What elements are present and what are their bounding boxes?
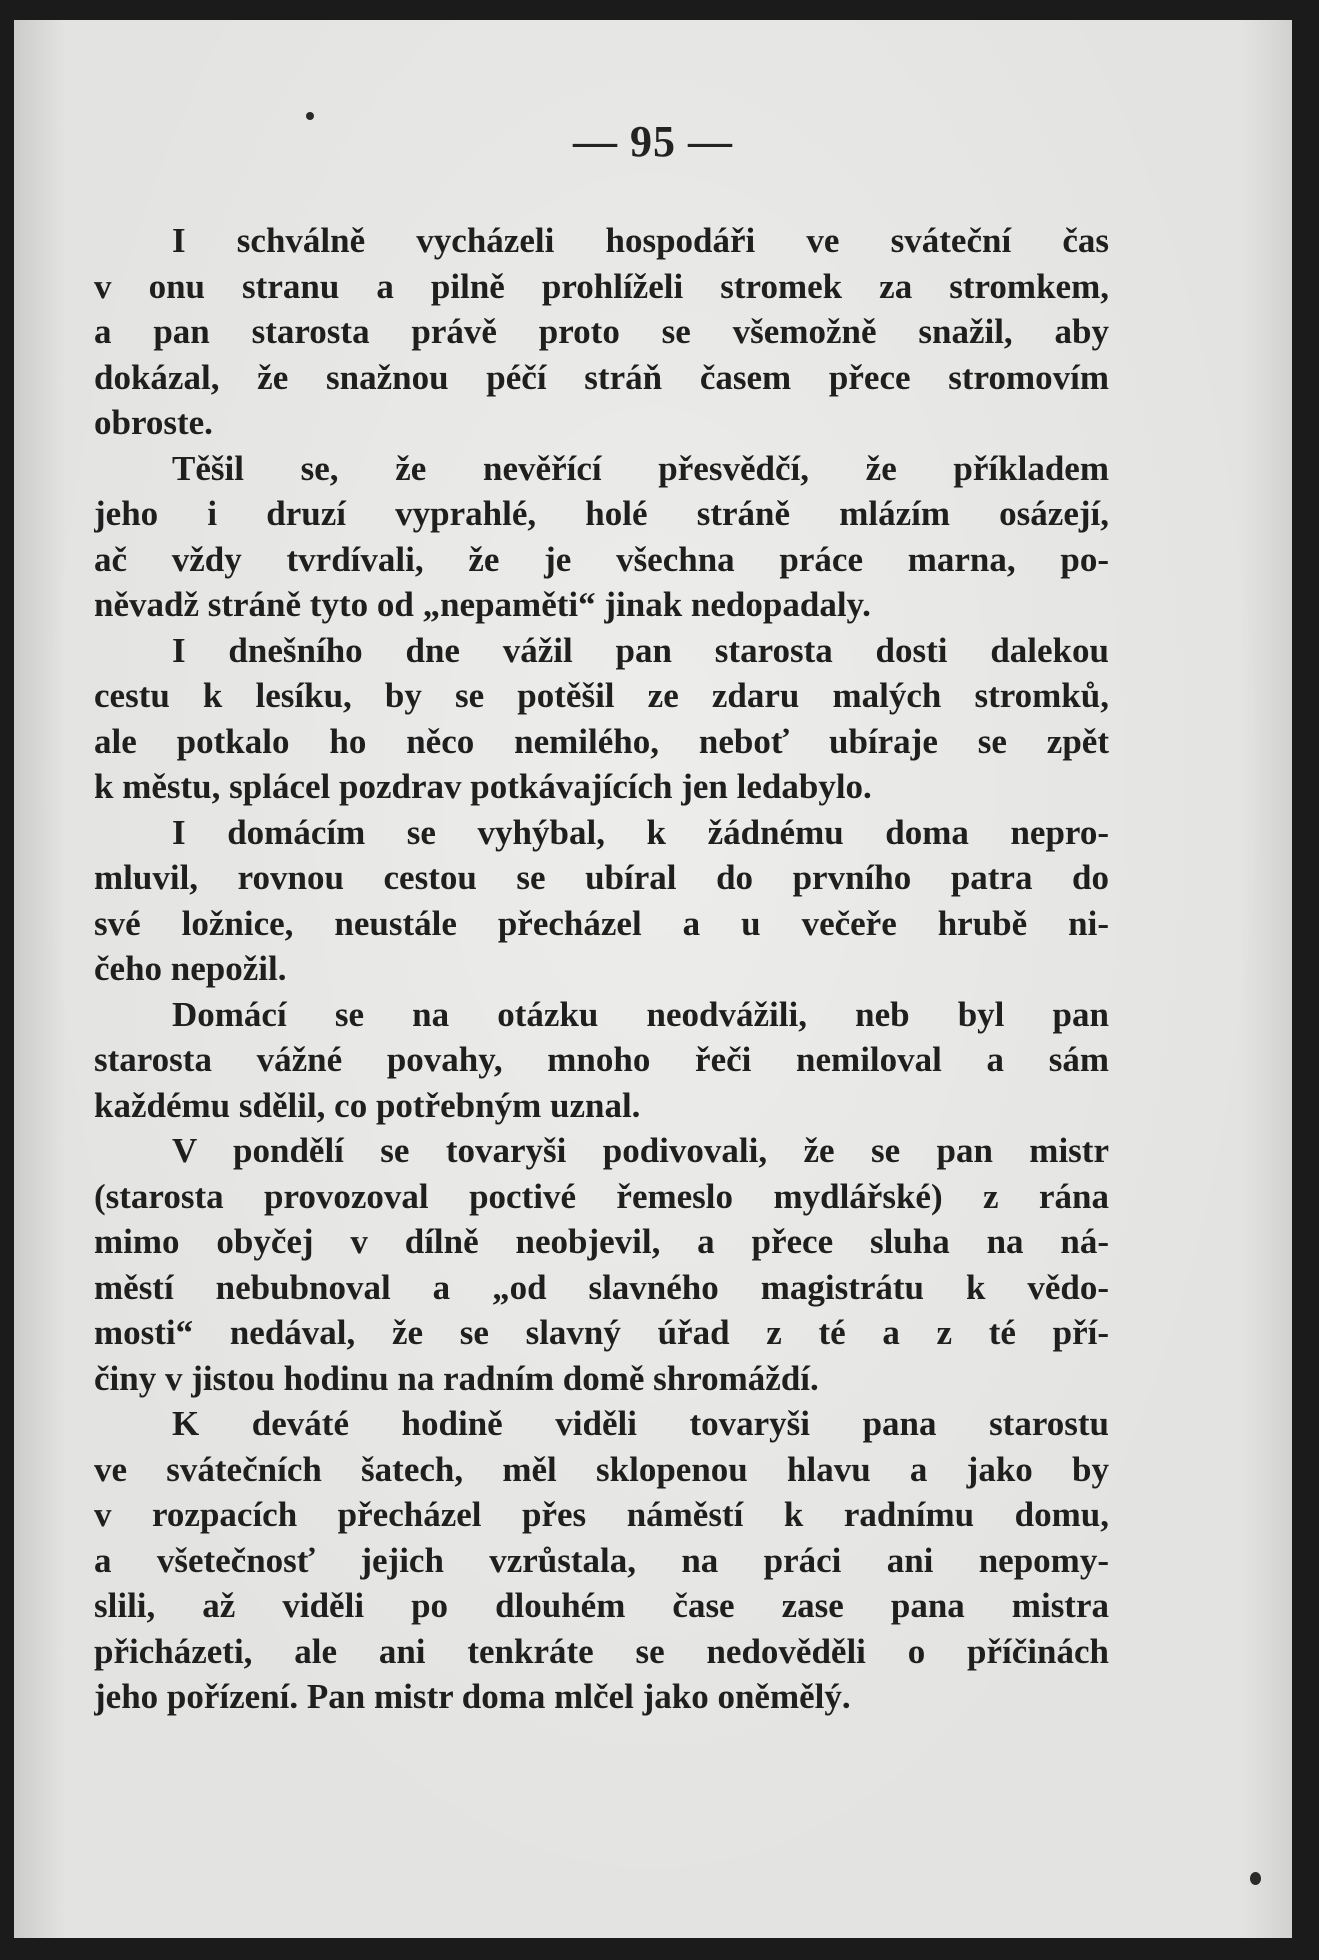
text-line: ač vždy tvrdívali, že je všechna práce marna, po-	[94, 539, 1109, 579]
text-line: a pan starosta právě proto se všemožně snažil, aby	[94, 312, 1109, 351]
text-line: ve svátečních šatech, měl sklopenou hlavu a jako by	[94, 1449, 1109, 1489]
text-line: a všetečnosť jejich vzrůstala, na práci ani nepomy-	[94, 1540, 1109, 1580]
text-line: jeho i druzí vyprahlé, holé stráně mlázím osázejí,	[94, 494, 1109, 533]
ink-speck	[1250, 1872, 1261, 1885]
text-line: dokázal, že snažnou péčí stráň časem přece stromovím	[94, 357, 1109, 397]
text-line: Těšil se, že nevěřící přesvědčí, že příkladem	[172, 448, 1109, 488]
text-line: I dnešního dne vážil pan starosta dosti dalekou	[172, 630, 1109, 670]
text-line: v rozpacích přecházel přes náměstí k radnímu domu,	[94, 1495, 1109, 1534]
text-line: slili, až viděli po dlouhém čase zase pana mistra	[94, 1586, 1109, 1625]
text-line: něvadž stráně tyto od „nepaměti“ jinak nedopadaly.	[94, 585, 871, 624]
text-line: k městu, splácel pozdrav potkávajících jen ledabylo.	[94, 767, 872, 806]
text-line: I domácím se vyhýbal, k žádnému doma nepro-	[172, 812, 1109, 852]
text-line: I schválně vycházeli hospodáři ve sváteční čas	[172, 221, 1109, 260]
text-line: v onu stranu a pilně prohlíželi stromek za stromkem,	[94, 266, 1109, 306]
text-line: Domácí se na otázku neodvážili, neb byl pan	[172, 994, 1109, 1034]
text-line: každému sdělil, co potřebným uznal.	[94, 1085, 641, 1125]
text-line: (starosta provozoval poctivé řemeslo mydlářské) z rána	[94, 1176, 1109, 1216]
text-line: cestu k lesíku, by se potěšil ze zdaru malých stromků,	[94, 676, 1109, 715]
text-line: ale potkalo ho něco nemilého, neboť ubíraje se zpět	[94, 721, 1109, 761]
text-line: jeho pořízení. Pan mistr doma mlčel jako oněmělý.	[94, 1677, 851, 1716]
text-line: obroste.	[94, 403, 213, 442]
text-line: mosti“ nedával, že se slavný úřad z té a z té pří-	[94, 1313, 1109, 1352]
text-line: své ložnice, neustále přecházel a u večeře hrubě ni-	[94, 903, 1109, 943]
text-line: přicházeti, ale ani tenkráte se nedověděli o příčinách	[94, 1631, 1109, 1671]
text-line: činy v jistou hodinu na radním domě shromáždí.	[94, 1358, 819, 1398]
text-line: V pondělí se tovaryši podivovali, že se pan mistr	[172, 1131, 1109, 1170]
page-number: — 95 —	[573, 117, 733, 166]
text-line: čeho nepožil.	[94, 949, 287, 988]
text-line: K deváté hodině viděli tovaryši pana starostu	[172, 1404, 1109, 1443]
body-text	[94, 218, 1109, 1720]
book-page	[14, 20, 1292, 1938]
text-line: starosta vážné povahy, mnoho řeči nemiloval a sám	[94, 1040, 1109, 1079]
text-line: městí nebubnoval a „od slavného magistrátu k vědo-	[94, 1267, 1109, 1307]
text-line: mluvil, rovnou cestou se ubíral do prvního patra do	[94, 858, 1109, 897]
text-line: mimo obyčej v dílně neobjevil, a přece sluha na ná-	[94, 1222, 1109, 1261]
